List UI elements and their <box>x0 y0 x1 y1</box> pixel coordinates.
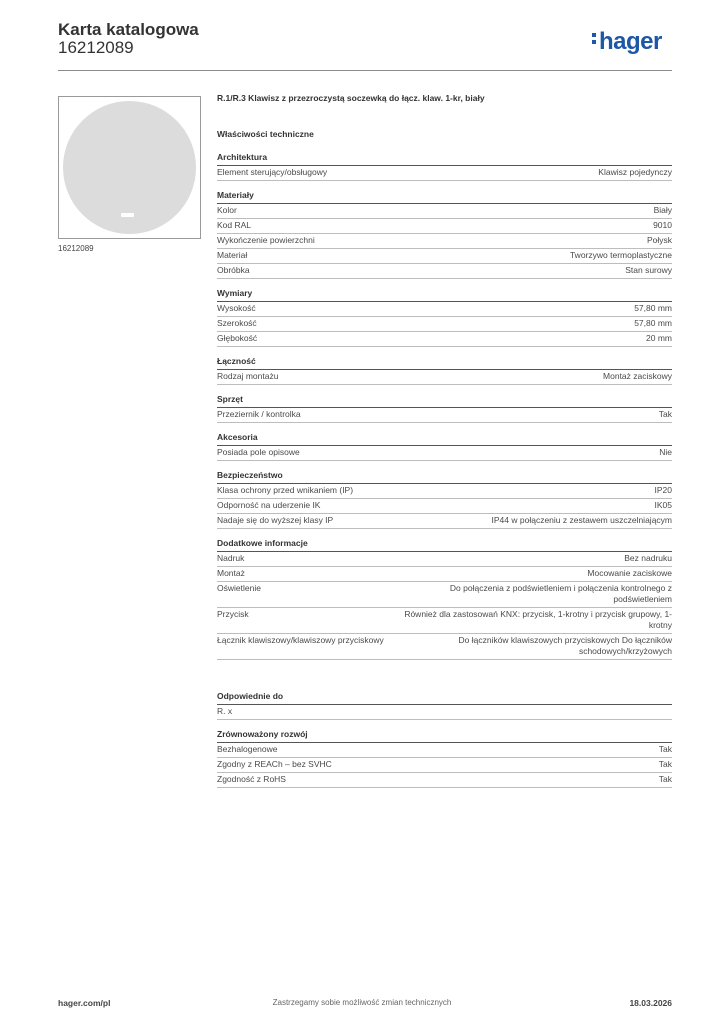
spec-value: Do łączników klawiszowych przyciskowych Do łączników schodowych/krzyżowych <box>458 635 672 656</box>
spec-row <box>217 249 672 264</box>
spec-label: Szerokość <box>217 318 257 328</box>
spec-sections <box>217 151 672 788</box>
section-gap <box>217 660 672 682</box>
spec-value: Klawisz pojedynczy <box>598 167 672 177</box>
spec-row <box>217 484 672 499</box>
spec-value: Mocowanie zaciskowe <box>587 568 672 578</box>
spec-row <box>217 332 672 347</box>
logo-dots-icon <box>592 30 598 47</box>
spec-section <box>217 287 672 347</box>
spec-label: Bezhalogenowe <box>217 744 278 754</box>
section-title: Materiały <box>217 189 672 204</box>
spec-value: Tworzywo termoplastyczne <box>569 250 672 260</box>
spec-row <box>217 408 672 423</box>
spec-row <box>217 499 672 514</box>
spec-section <box>217 431 672 461</box>
spec-row <box>217 634 672 660</box>
spec-heading: Właściwości techniczne <box>217 129 314 139</box>
catalog-number: 16212089 <box>58 38 134 57</box>
spec-value: Montaż zaciskowy <box>603 371 672 381</box>
spec-row <box>217 758 672 773</box>
footer-website: hager.com/pl <box>58 998 111 1008</box>
spec-label: R. x <box>217 706 233 716</box>
spec-row <box>217 552 672 567</box>
footer-notice: Zastrzegamy sobie możliwość zmian technicznych <box>272 998 452 1007</box>
spec-value: 57,80 mm <box>634 318 672 328</box>
spec-label: Oświetlenie <box>217 583 261 593</box>
spec-row <box>217 773 672 788</box>
spec-label: Montaż <box>217 568 245 578</box>
spec-row <box>217 567 672 582</box>
spec-value: Tak <box>658 759 672 769</box>
spec-label: Nadruk <box>217 553 245 563</box>
section-title: Wymiary <box>217 287 672 302</box>
spec-row <box>217 264 672 279</box>
spec-label: Przeziernik / kontrolka <box>217 409 301 419</box>
spec-label: Rodzaj montażu <box>217 371 279 381</box>
spec-section <box>217 728 672 788</box>
spec-label: Element sterujący/obsługowy <box>217 167 328 177</box>
spec-value: Również dla zastosowań KNX: przycisk, 1-krotny i przycisk grupowy, 1-krotny <box>404 609 672 630</box>
header-divider <box>58 70 672 71</box>
product-title: R.1/R.3 Klawisz z przezroczystą soczewką do łącz. klaw. 1-kr, biały <box>217 93 485 103</box>
section-title: Bezpieczeństwo <box>217 469 672 484</box>
spec-row <box>217 446 672 461</box>
spec-label: Wysokość <box>217 303 256 313</box>
spec-value: Tak <box>658 409 672 419</box>
spec-label: Głębokość <box>217 333 258 343</box>
spec-value: Bez nadruku <box>624 553 672 563</box>
product-image <box>58 96 201 239</box>
spec-row <box>217 317 672 332</box>
spec-label: Nadaje się do wyższej klasy IP <box>217 515 334 525</box>
section-title: Architektura <box>217 151 672 166</box>
spec-row <box>217 234 672 249</box>
footer-date: 18.03.2026 <box>629 998 672 1008</box>
spec-value: 9010 <box>653 220 672 230</box>
spec-label: Łącznik klawiszowy/klawiszowy przyciskowy <box>217 635 384 645</box>
spec-row <box>217 705 672 720</box>
lens-window <box>121 213 134 217</box>
spec-value: Biały <box>653 205 672 215</box>
spec-row <box>217 166 672 181</box>
spec-section <box>217 355 672 385</box>
spec-section <box>217 690 672 720</box>
spec-label: Materiał <box>217 250 248 260</box>
hager-logo <box>592 28 662 56</box>
spec-row <box>217 204 672 219</box>
spec-value: IK05 <box>654 500 672 510</box>
page-title: Karta katalogowa <box>58 20 199 39</box>
spec-label: Przycisk <box>217 609 249 619</box>
spec-label: Kolor <box>217 205 237 215</box>
section-title: Dodatkowe informacje <box>217 537 672 552</box>
spec-section <box>217 469 672 529</box>
spec-label: Zgodność z RoHS <box>217 774 286 784</box>
spec-row <box>217 514 672 529</box>
spec-value: 57,80 mm <box>634 303 672 313</box>
spec-value: Stan surowy <box>625 265 672 275</box>
spec-label: Zgodny z REACh – bez SVHC <box>217 759 332 769</box>
spec-row <box>217 302 672 317</box>
spec-value: IP20 <box>654 485 672 495</box>
spec-row <box>217 219 672 234</box>
spec-value: Nie <box>659 447 672 457</box>
spec-label: Wykończenie powierzchni <box>217 235 315 245</box>
spec-section <box>217 189 672 279</box>
section-title: Sprzęt <box>217 393 672 408</box>
spec-value: Tak <box>658 744 672 754</box>
section-title: Zrównoważony rozwój <box>217 728 672 743</box>
spec-row <box>217 370 672 385</box>
spec-label: Posiada pole opisowe <box>217 447 300 457</box>
spec-row <box>217 743 672 758</box>
image-caption: 16212089 <box>58 244 94 253</box>
spec-section <box>217 537 672 660</box>
logo-text: hager <box>599 28 662 55</box>
spec-value: 20 mm <box>646 333 672 343</box>
spec-value: IP44 w połączeniu z zestawem uszczelniającym <box>491 515 672 525</box>
spec-row <box>217 608 672 634</box>
spec-label: Odporność na uderzenie IK <box>217 500 321 510</box>
spec-value: Do połączenia z podświetleniem i połączenia kontrolnego z podświetleniem <box>449 583 672 604</box>
spec-label: Obróbka <box>217 265 250 275</box>
spec-label: Klasa ochrony przed wnikaniem (IP) <box>217 485 354 495</box>
spec-row <box>217 582 672 608</box>
spec-label: Kod RAL <box>217 220 252 230</box>
section-title: Akcesoria <box>217 431 672 446</box>
section-title: Łączność <box>217 355 672 370</box>
spec-section <box>217 393 672 423</box>
spec-value: Połysk <box>646 235 672 245</box>
spec-value: Tak <box>658 774 672 784</box>
spec-content <box>217 92 672 788</box>
spec-section <box>217 151 672 181</box>
section-title: Odpowiednie do <box>217 690 672 705</box>
